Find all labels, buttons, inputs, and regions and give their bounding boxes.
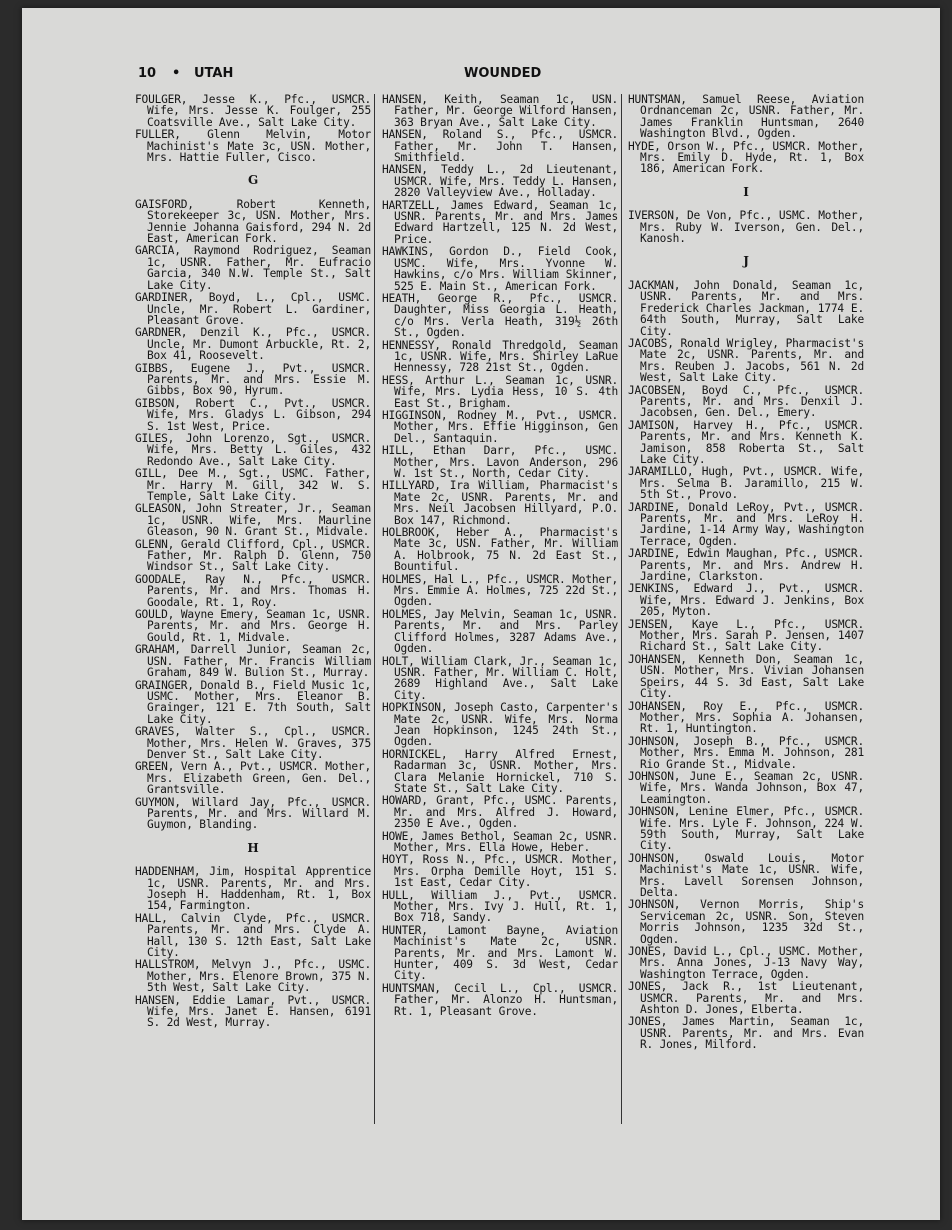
- page-number: 10: [138, 66, 157, 81]
- casualty-entry: GAISFORD, Robert Kenneth, Storekeeper 3c, USN. Mother, Mrs. Jennie Johanna Gaisford, 294 N. 2d East, American Fork.: [135, 197, 371, 246]
- casualty-entry: GOULD, Wayne Emery, Seaman 1c, USNR. Parents, Mr. and Mrs. George H. Gould, Rt. 1, Midvale.: [135, 608, 371, 644]
- casualty-entry: JOHNSON, Vernon Morris, Ship's Serviceman 2c, USNR. Son, Steven Morris Johnson, 1235 32d St., Ogden.: [628, 898, 864, 946]
- column-divider: [621, 94, 622, 1124]
- casualty-entry: GOODALE, Ray N., Pfc., USMCR. Parents, Mr. and Mrs. Thomas H. Goodale, Rt. 1, Roy.: [135, 572, 371, 609]
- column-divider: [374, 94, 375, 1124]
- casualty-entry: HILLYARD, Ira William, Pharmacist's Mate 2c, USNR. Parents, Mr. and Mrs. Neil Jacobsen Hillyard, P.O. Box 147, Richmond.: [382, 479, 618, 527]
- casualty-entry: HOWARD, Grant, Pfc., USMC. Parents, Mr. and Mrs. Alfred J. Howard, 2350 E Ave., Ogden.: [382, 794, 618, 831]
- section-letter: J: [743, 254, 749, 269]
- casualty-entry: HOLMES, Jay Melvin, Seaman 1c, USNR. Parents, Mr. and Mrs. Parley Clifford Holmes, 3287 Adams Ave., Ogden.: [382, 607, 618, 656]
- column-1: [135, 94, 371, 1030]
- casualty-entry: HUNTER, Lamont Bayne, Aviation Machinist's Mate 2c, USNR. Parents, Mr. and Mrs. Lamont W. Hunter, 409 S. 3d West, Cedar City.: [382, 923, 618, 983]
- casualty-entry: HAWKINS, Gordon D., Field Cook, USMC. Wife, Mrs. Yvonne W. Hawkins, c/o Mrs. William Skinner, 525 E. Main St., American Fork.: [382, 245, 618, 293]
- document-page: [22, 8, 940, 1220]
- section-title: WOUNDED: [464, 66, 542, 81]
- casualty-entry: HEATH, George R., Pfc., USMCR. Daughter, Miss Georgia L. Heath, c/o Mrs. Verla Heath, 319½ 26th St., Ogden.: [382, 291, 618, 340]
- casualty-entry: HIGGINSON, Rodney M., Pvt., USMCR. Mother, Mrs. Effie Higginson, Gen Del., Santaquin.: [382, 408, 618, 445]
- casualty-entry: GLEASON, John Streater, Jr., Seaman 1c, USNR. Wife, Mrs. Maurline Gleason, 90 N. Grant St., Midvale.: [135, 502, 371, 539]
- casualty-entry: JONES, David L., Cpl., USMC. Mother, Mrs. Anna Jones, J-13 Navy Way, Washington Terrace, Ogden.: [628, 945, 864, 981]
- casualty-entry: HESS, Arthur L., Seaman 1c, USNR. Wife, Mrs. Lydia Hess, 10 S. 4th East St., Brigham.: [382, 373, 618, 410]
- casualty-entry: GREEN, Vern A., Pvt., USMCR. Mother, Mrs. Elizabeth Green, Gen. Del., Grantsville.: [135, 760, 371, 797]
- casualty-entry: HADDENHAM, Jim, Hospital Apprentice 1c, USNR. Parents, Mr. and Mrs. Joseph H. Haddenham, Rt. 1, Box 154, Farmington.: [135, 865, 371, 913]
- casualty-entry: HARTZELL, James Edward, Seaman 1c, USNR. Parents, Mr. and Mrs. James Edward Hartzell, 125 N. 2d West, Price.: [382, 198, 618, 246]
- casualty-entry: HYDE, Orson W., Pfc., USMCR. Mother, Mrs. Emily D. Hyde, Rt. 1, Box 186, American Fork.: [628, 139, 864, 176]
- casualty-entry: HENNESSY, Ronald Thredgold, Seaman 1c, USNR. Wife, Mrs. Shirley LaRue Hennessy, 728 21st St., Ogden.: [382, 338, 618, 375]
- casualty-entry: GARDNER, Denzil K., Pfc., USMCR. Uncle, Mr. Dumont Arbuckle, Rt. 2, Box 41, Roosevelt.: [135, 326, 371, 363]
- casualty-entry: HOWE, James Bethol, Seaman 2c, USNR. Mother, Mrs. Ella Howe, Heber.: [382, 829, 618, 854]
- casualty-entry: GIBBS, Eugene J., Pvt., USMCR. Parents, Mr. and Mrs. Essie M. Gibbs, Box 90, Hyrum.: [135, 361, 371, 398]
- casualty-entry: FOULGER, Jesse K., Pfc., USMCR. Wife, Mrs. Jesse K. Foulger, 255 Coatsville Ave., Salt Lake City.: [135, 93, 371, 129]
- header-bullet: •: [172, 66, 181, 81]
- casualty-entry: JENSEN, Kaye L., Pfc., USMCR. Mother, Mrs. Sarah P. Jensen, 1407 Richard St., Salt Lake City.: [628, 617, 864, 654]
- casualty-entry: GILL, Dee M., Sgt., USMC. Father, Mr. Harry M. Gill, 342 W. S. Temple, Salt Lake City.: [135, 467, 371, 503]
- casualty-entry: HANSEN, Teddy L., 2d Lieutenant, USMCR. Wife, Mrs. Teddy L. Hansen, 2820 Valleyview Ave., Holladay.: [382, 163, 618, 200]
- casualty-entry: JONES, Jack R., 1st Lieutenant, USMCR. Parents, Mr. and Mrs. Ashton D. Jones, Elberta.: [628, 980, 864, 1017]
- casualty-entry: JONES, James Martin, Seaman 1c, USNR. Parents, Mr. and Mrs. Evan R. Jones, Milford.: [628, 1015, 864, 1052]
- casualty-entry: JARDINE, Donald LeRoy, Pvt., USMCR. Parents, Mr. and Mrs. LeRoy H. Jardine, 1-14 Army Way, Washington Terrace, Ogden.: [628, 500, 864, 548]
- section-letter: G: [247, 173, 259, 188]
- casualty-entry: HOLBROOK, Heber A., Pharmacist's Mate 3c, USN. Father, Mr. William A. Holbrook, 75 N. 2d East St., Bountiful.: [382, 526, 618, 574]
- casualty-entry: JOHANSEN, Roy E., Pfc., USMCR. Mother, Mrs. Sophia A. Johansen, Rt. 1, Huntington.: [628, 699, 864, 736]
- casualty-entry: JACKMAN, John Donald, Seaman 1c, USNR. Parents, Mr. and Mrs. Frederick Charles Jackman, 1774 E. 64th South, Murray, Salt Lake City.: [628, 278, 864, 338]
- casualty-entry: HILL, Ethan Darr, Pfc., USMC. Mother, Mrs. Lavon Anderson, 296 W. 1st St., North, Cedar City.: [382, 444, 618, 480]
- casualty-entry: HOLT, William Clark, Jr., Seaman 1c, USNR. Father, Mr. William C. Holt, 2689 Highland Ave., Salt Lake City.: [382, 654, 618, 702]
- casualty-entry: GRAVES, Walter S., Cpl., USMCR. Mother, Mrs. Helen W. Graves, 375 Denver St., Salt Lake City.: [135, 725, 371, 761]
- casualty-entry: GILES, John Lorenzo, Sgt., USMCR. Wife, Mrs. Betty L. Giles, 432 Redondo Ave., Salt Lake City.: [135, 431, 371, 468]
- page-header: [138, 66, 940, 86]
- casualty-entry: HALLSTROM, Melvyn J., Pfc., USMC. Mother, Mrs. Elenore Brown, 375 N. 5th West, Salt Lake City.: [135, 958, 371, 995]
- casualty-entry: GARDINER, Boyd, L., Cpl., USMC. Uncle, Mr. Robert L. Gardiner, Pleasant Grove.: [135, 291, 371, 327]
- section-letter: H: [247, 840, 259, 855]
- casualty-entry: JOHNSON, Lenine Elmer, Pfc., USMCR. Wife. Mrs. Lyle F. Johnson, 224 W. 59th South, Murray, Salt Lake City.: [628, 805, 864, 853]
- casualty-entry: HALL, Calvin Clyde, Pfc., USMCR. Parents, Mr. and Mrs. Clyde A. Hall, 130 S. 12th East, Salt Lake City.: [135, 911, 371, 960]
- casualty-entry: GIBSON, Robert C., Pvt., USMCR. Wife, Mrs. Gladys L. Gibson, 294 S. 1st West, Price.: [135, 396, 371, 433]
- casualty-entry: HOPKINSON, Joseph Casto, Carpenter's Mate 2c, USNR. Wife, Mrs. Norma Jean Hopkinson, 1245 24th St., Ogden.: [382, 701, 618, 749]
- casualty-entry: JOHNSON, June E., Seaman 2c, USNR. Wife, Mrs. Wanda Johnson, Box 47, Leamington.: [628, 769, 864, 806]
- casualty-entry: HORNICKEL, Harry Alfred Ernest, Radarman 3c, USNR. Mother, Mrs. Clara Melanie Hornickel, 710 S. State St., Salt Lake City.: [382, 747, 618, 795]
- casualty-entry: GRAINGER, Donald B., Field Music 1c, USMC. Mother, Mrs. Eleanor B. Grainger, 121 E. 7th South, Salt Lake City.: [135, 678, 371, 726]
- column-3: [628, 94, 864, 1052]
- casualty-entry: JENKINS, Edward J., Pvt., USMCR. Wife, Mrs. Edward J. Jenkins, Box 205, Myton.: [628, 582, 864, 619]
- casualty-entry: HANSEN, Roland S., Pfc., USMCR. Father, Mr. John T. Hansen, Smithfield.: [382, 128, 618, 165]
- casualty-entry: JAMISON, Harvey H., Pfc., USMCR. Parents, Mr. and Mrs. Kenneth K. Jamison, 858 Roberta St., Salt Lake City.: [628, 418, 864, 466]
- casualty-entry: GRAHAM, Darrell Junior, Seaman 2c, USN. Father, Mr. Francis William Graham, 849 W. Bulion St., Murray.: [135, 643, 371, 680]
- casualty-entry: HUNTSMAN, Cecil L., Cpl., USMCR. Father, Mr. Alonzo H. Huntsman, Rt. 1, Pleasant Grove.: [382, 981, 618, 1018]
- casualty-entry: JACOBS, Ronald Wrigley, Pharmacist's Mate 2c, USNR. Parents, Mr. and Mrs. Reuben J. Jacobs, 561 N. 2d West, Salt Lake City.: [628, 336, 864, 385]
- casualty-entry: FULLER, Glenn Melvin, Motor Machinist's Mate 3c, USN. Mother, Mrs. Hattie Fuller, Cisco.: [135, 128, 371, 165]
- casualty-entry: HANSEN, Eddie Lamar, Pvt., USMCR. Wife, Mrs. Janet E. Hansen, 6191 S. 2d West, Murray.: [135, 993, 371, 1030]
- casualty-entry: HOLMES, Hal L., Pfc., USMCR. Mother, Mrs. Emmie A. Holmes, 725 22d St., Ogden.: [382, 572, 618, 609]
- casualty-entry: GUYMON, Willard Jay, Pfc., USMCR. Parents, Mr. and Mrs. Willard M. Guymon, Blanding.: [135, 795, 371, 832]
- casualty-entry: HOYT, Ross N., Pfc., USMCR. Mother, Mrs. Orpha Demille Hoyt, 151 S. 1st East, Cedar City.: [382, 853, 618, 890]
- casualty-entry: JARDINE, Edwin Maughan, Pfc., USMCR. Parents, Mr. and Mrs. Andrew H. Jardine, Clarkston.: [628, 547, 864, 584]
- casualty-entry: GARCIA, Raymond Rodriguez, Seaman 1c, USNR. Father, Mr. Eufracio Garcia, 340 N.W. Temple St., Salt Lake City.: [135, 244, 371, 292]
- casualty-entry: HUNTSMAN, Samuel Reese, Aviation Ordnanceman 2c, USNR. Father, Mr. James Franklin Huntsman, 2640 Washington Blvd., Ogden.: [628, 93, 864, 141]
- casualty-entry: JARAMILLO, Hugh, Pvt., USMCR. Wife, Mrs. Selma B. Jaramillo, 215 W. 5th St., Provo.: [628, 465, 864, 502]
- casualty-entry: JOHANSEN, Kenneth Don, Seaman 1c, USN. Mother, Mrs. Vivian Johansen Speirs, 44 S. 3d East, Salt Lake City.: [628, 652, 864, 701]
- casualty-entry: IVERSON, De Von, Pfc., USMC. Mother, Mrs. Ruby W. Iverson, Gen. Del., Kanosh.: [628, 209, 864, 246]
- casualty-entry: JOHNSON, Joseph B., Pfc., USMCR. Mother, Mrs. Emma M. Johnson, 281 Rio Grande St., Midvale.: [628, 734, 864, 771]
- casualty-entry: HANSEN, Keith, Seaman 1c, USN. Father, Mr. George Wilford Hansen, 363 Bryan Ave., Salt Lake City.: [382, 93, 618, 129]
- casualty-entry: GLENN, Gerald Clifford, Cpl., USMCR. Father, Mr. Ralph D. Glenn, 750 Windsor St., Salt Lake City.: [135, 537, 371, 574]
- column-2: [382, 94, 618, 1018]
- casualty-entry: HULL, William J., Pvt., USMCR. Mother, Mrs. Ivy J. Hull, Rt. 1, Box 718, Sandy.: [382, 888, 618, 925]
- state-name: UTAH: [194, 66, 234, 81]
- casualty-entry: JACOBSEN, Boyd C., Pfc., USMCR. Parents, Mr. and Mrs. Denxil J. Jacobsen, Gen. Del., Emery.: [628, 383, 864, 420]
- section-letter: I: [743, 184, 749, 199]
- casualty-entry: JOHNSON, Oswald Louis, Motor Machinist's Mate 1c, USNR. Wife, Mrs. Lavell Sorensen Johnson, Delta.: [628, 851, 864, 899]
